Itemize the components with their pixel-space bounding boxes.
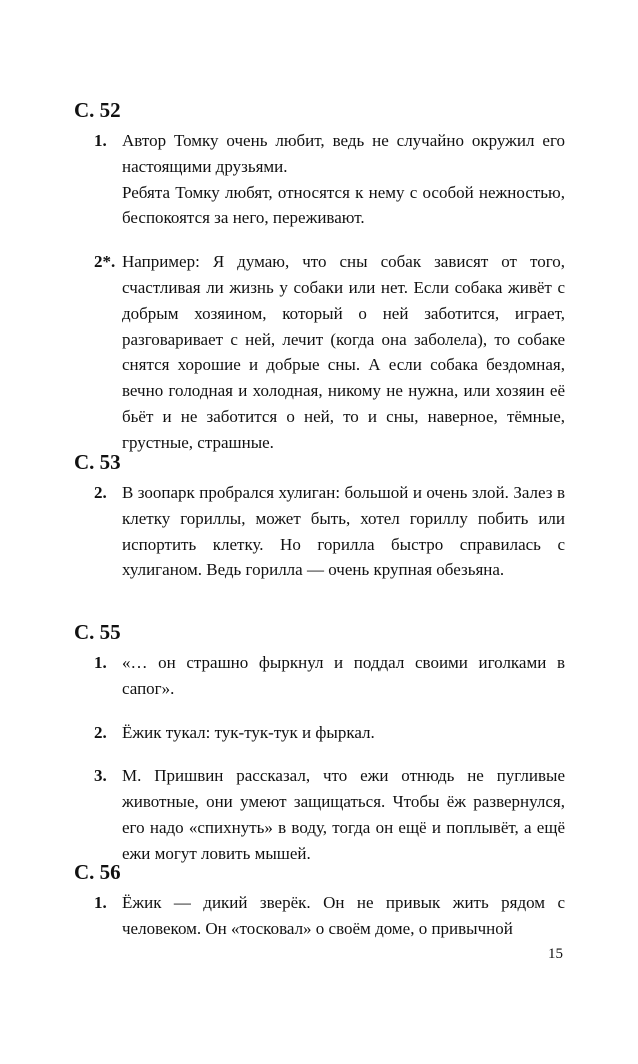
paragraph: В зоопарк пробрался хулиган: большой и очень злой. Залез в клетку гориллы, может быть, хотел гориллу побить или испортить клетку. Но горилла быстро справилась с хулиганом. Ведь горилла — очень крупная обезьяна.: [122, 483, 565, 580]
answer-text: [122, 763, 565, 866]
answer-item: [74, 650, 574, 702]
answer-text: [122, 650, 565, 702]
answer-item: [74, 249, 574, 455]
answer-text: [122, 128, 565, 231]
answer-item: [74, 720, 574, 746]
section-c55: [74, 620, 574, 885]
answer-text: [122, 890, 565, 942]
paragraph: Ёжик — дикий зверёк. Он не привык жить рядом с человеком. Он «тосковал» о своём доме, о привычной: [122, 893, 565, 938]
item-number: 2*.: [94, 252, 116, 272]
item-number: 1.: [94, 131, 107, 150]
answer-item: [74, 480, 574, 583]
section-title: С. 52: [74, 98, 121, 122]
page-number: 15: [548, 946, 563, 962]
section-c52: [74, 98, 574, 474]
answer-item: [74, 763, 574, 866]
item-number: 1.: [94, 653, 107, 672]
section-c56: [74, 860, 574, 960]
paragraph: М. Пришвин рассказал, что ежи отнюдь не пугливые животные, они умеют защищаться. Чтобы ёж развернулся, его надо «спихнуть» в воду, тогда он ещё и поплывёт, а ещё ежи могут ловить мышей.: [122, 766, 565, 863]
item-number: 3.: [94, 766, 107, 786]
answer-text: [122, 720, 565, 746]
answer-text: [122, 249, 565, 455]
section-title: С. 56: [74, 860, 121, 884]
paragraph: Ребята Томку любят, относятся к нему с особой нежностью, беспокоятся за него, переживают.: [122, 182, 565, 228]
answer-text: [122, 480, 565, 583]
paragraph: Ёжик тукал: тук-тук-тук и фыркал.: [122, 722, 375, 742]
section-c53: [74, 450, 574, 601]
answer-item: [74, 890, 574, 942]
section-title: С. 53: [74, 450, 121, 474]
item-number: 1.: [94, 893, 107, 912]
item-number: 2.: [94, 722, 107, 742]
paragraph: Например: Я думаю, что сны собак зависят от того, счастливая ли жизнь у собаки или нет. Если собака живёт с добрым хозяином, который о ней заботится, играет, разговаривает с ней, лечит (когда она заболела), то собаке снятся хорошие и добрые сны. А если собака бездомная, вечно голодная и холодная, никому не нужна, или хозяин её бьёт и не заботится о ней, то и сны, наверное, тёмные, грустные, страшные.: [122, 252, 565, 452]
answer-item: [74, 128, 574, 231]
section-title: С. 55: [74, 620, 121, 644]
item-number: 2.: [94, 483, 107, 502]
paragraph: «… он страшно фыркнул и поддал своими иголками в сапог».: [122, 653, 565, 698]
paragraph: Автор Томку очень любит, ведь не случайно окружил его настоящими друзьями.: [122, 131, 565, 176]
